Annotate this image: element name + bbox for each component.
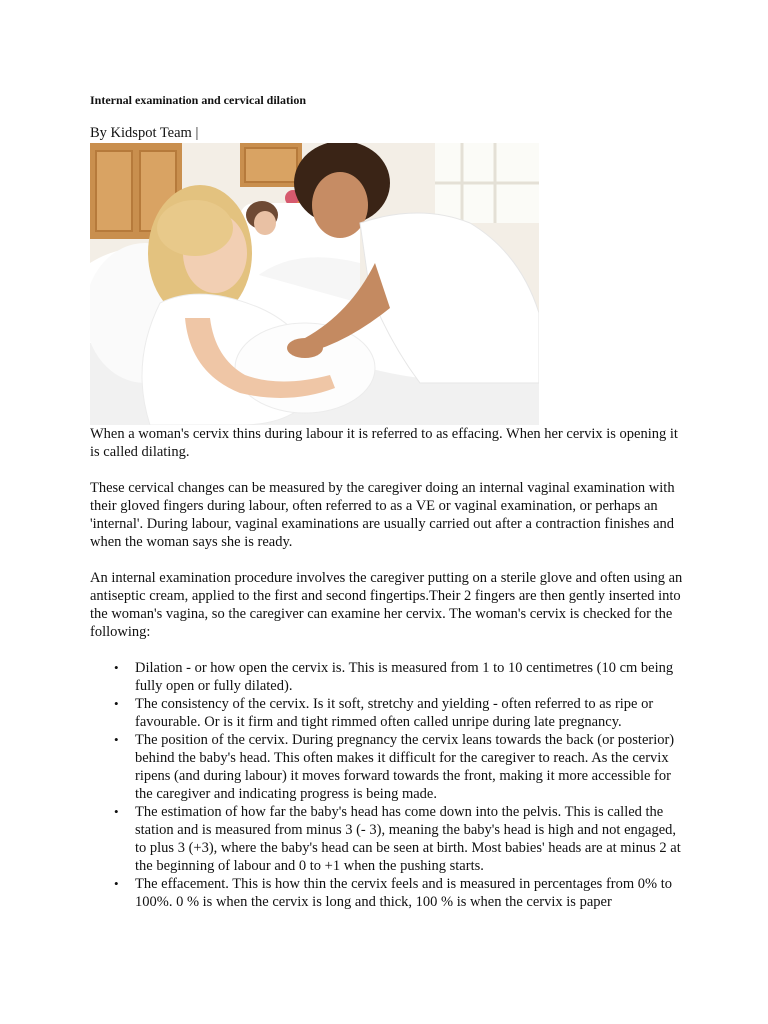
bullet-icon: • (114, 696, 119, 711)
article-body (90, 425, 685, 911)
list-item-text: The consistency of the cervix. Is it soft, stretchy and yielding - often referred to as ripe or favourable. Or is it firm and tight rimmed often called unripe during late pregnancy. (135, 696, 654, 730)
article-paragraph: An internal examination procedure involves the caregiver putting on a sterile glove and often using an antiseptic cream, applied to the first and second fingertips.Their 2 fingers are then gently inserted into the woman's vagina, so the caregiver can examine her cervix. The woman's cervix is checked for the following: (90, 570, 683, 640)
bullet-icon: • (114, 804, 119, 819)
article-title: Internal examination and cervical dilation (90, 93, 306, 107)
bullet-icon: • (114, 876, 119, 891)
article-byline: By Kidspot Team | (90, 125, 199, 141)
article-paragraph: These cervical changes can be measured by the caregiver doing an internal vaginal examination with their gloved fingers during labour, often referred to as a VE or vaginal examination, or perhaps an 'internal'. During labour, vaginal examinations are usually carried out after a contraction finishes and when the woman says she is ready. (90, 480, 675, 550)
list-item (114, 659, 685, 695)
list-item (114, 875, 685, 911)
checklist (90, 659, 685, 911)
list-item (114, 803, 685, 875)
bullet-icon: • (114, 732, 119, 747)
article-photo (90, 143, 539, 425)
list-item-text: The effacement. This is how thin the cervix feels and is measured in percentages from 0% to 100%. 0 % is when the cervix is long and thick, 100 % is when the cervix is paper (135, 876, 672, 910)
list-item-text: The position of the cervix. During pregnancy the cervix leans towards the back (or posterior) behind the baby's head. This often makes it difficult for the caregiver to reach. As the cervix ripens (and during labour) it moves forward towards the front, making it more accessible for the caregiver and indicating progress is being made. (135, 732, 675, 802)
list-item (114, 695, 685, 731)
list-item (114, 731, 685, 803)
bullet-icon: • (114, 660, 119, 675)
list-item-text: Dilation - or how open the cervix is. This is measured from 1 to 10 centimetres (10 cm being fully open or fully dilated). (135, 660, 674, 694)
article-paragraph: When a woman's cervix thins during labour it is referred to as effacing. When her cervix is opening it is called dilating. (90, 426, 678, 460)
list-item-text: The estimation of how far the baby's head has come down into the pelvis. This is called the station and is measured from minus 3 (- 3), meaning the baby's head is high and not engaged, to plus 3 (+3), where the baby's head can be seen at birth. Most babies' heads are at minus 2 at the beginning of labour and 0 to +1 when the pushing starts. (135, 804, 681, 874)
